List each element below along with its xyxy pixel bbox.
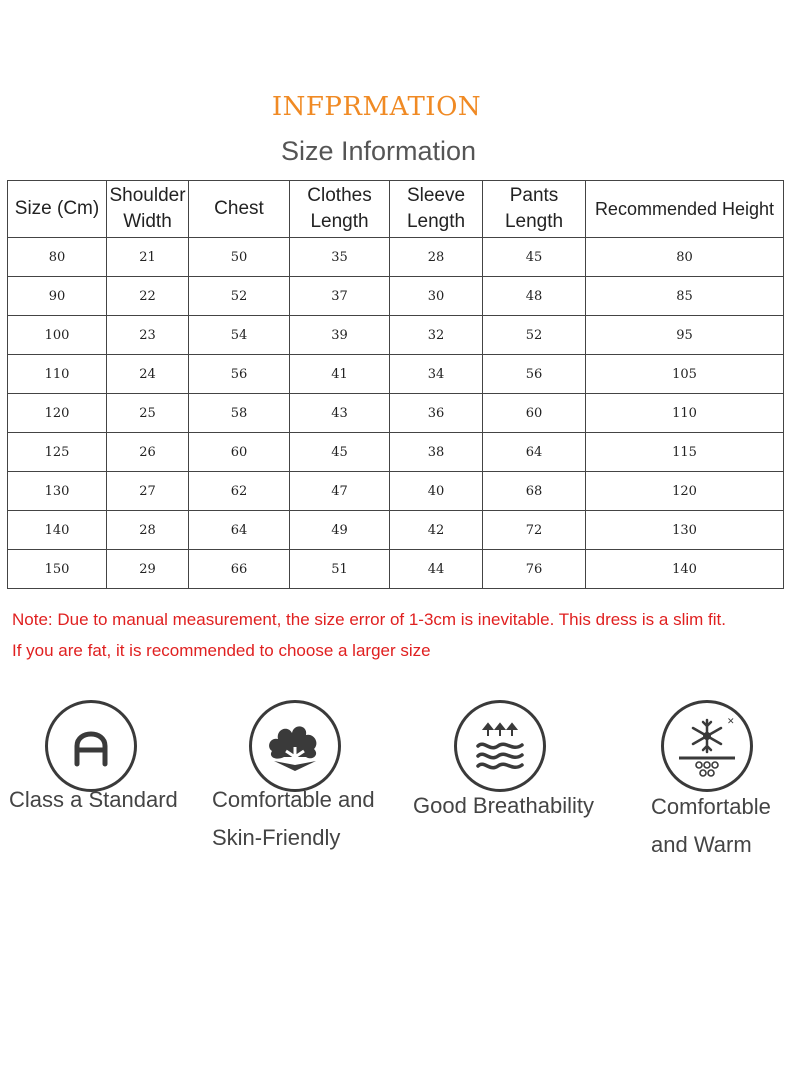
column-header-size: Size (Cm) bbox=[8, 181, 107, 238]
cell-chest: 60 bbox=[189, 433, 290, 472]
cell-chest: 58 bbox=[189, 394, 290, 433]
cell-sleeve-length: 38 bbox=[390, 433, 483, 472]
cell-sleeve-length: 32 bbox=[390, 316, 483, 355]
cell-sleeve-length: 40 bbox=[390, 472, 483, 511]
cell-shoulder-width: 28 bbox=[107, 511, 189, 550]
cell-pants-length: 72 bbox=[483, 511, 586, 550]
feature-label-warm: Comfortable and Warm bbox=[651, 794, 771, 857]
cell-clothes-length: 37 bbox=[290, 277, 390, 316]
cell-size: 150 bbox=[8, 550, 107, 589]
cell-sleeve-length: 28 bbox=[390, 238, 483, 277]
table-row bbox=[8, 550, 784, 589]
column-header-recommended-height: Recommended Height bbox=[586, 181, 784, 238]
cell-recommended-height: 120 bbox=[586, 472, 784, 511]
cell-chest: 56 bbox=[189, 355, 290, 394]
table-row bbox=[8, 316, 784, 355]
size-table bbox=[7, 180, 784, 589]
cell-size: 120 bbox=[8, 394, 107, 433]
cell-pants-length: 48 bbox=[483, 277, 586, 316]
column-header-clothes-length: Clothes Length bbox=[290, 181, 390, 238]
cell-recommended-height: 105 bbox=[586, 355, 784, 394]
cell-size: 80 bbox=[8, 238, 107, 277]
class-a-icon bbox=[45, 700, 137, 792]
cell-size: 100 bbox=[8, 316, 107, 355]
column-header-pants-length: Pants Length bbox=[483, 181, 586, 238]
column-header-sleeve-length: Sleeve Length bbox=[390, 181, 483, 238]
brand-title: INFPRMATION bbox=[271, 92, 482, 122]
cell-shoulder-width: 25 bbox=[107, 394, 189, 433]
cell-recommended-height: 140 bbox=[586, 550, 784, 589]
table-row bbox=[8, 433, 784, 472]
cell-size: 140 bbox=[8, 511, 107, 550]
cell-shoulder-width: 23 bbox=[107, 316, 189, 355]
size-note bbox=[12, 604, 782, 666]
cell-shoulder-width: 29 bbox=[107, 550, 189, 589]
cell-sleeve-length: 36 bbox=[390, 394, 483, 433]
cell-clothes-length: 35 bbox=[290, 238, 390, 277]
note-line-1: Note: Due to manual measurement, the size error of 1-3cm is inevitable. This dress is a slim fit. bbox=[12, 610, 726, 629]
cell-recommended-height: 85 bbox=[586, 277, 784, 316]
cell-pants-length: 76 bbox=[483, 550, 586, 589]
column-header-chest: Chest bbox=[189, 181, 290, 238]
table-row bbox=[8, 394, 784, 433]
feature-label-breathability: Good Breathability bbox=[413, 793, 594, 818]
cell-clothes-length: 43 bbox=[290, 394, 390, 433]
table-row bbox=[8, 511, 784, 550]
cell-pants-length: 52 bbox=[483, 316, 586, 355]
cell-shoulder-width: 24 bbox=[107, 355, 189, 394]
cell-chest: 62 bbox=[189, 472, 290, 511]
table-row bbox=[8, 277, 784, 316]
feature-label-cotton: Comfortable and Skin-Friendly bbox=[212, 787, 375, 850]
cell-recommended-height: 130 bbox=[586, 511, 784, 550]
svg-text:✕: ✕ bbox=[727, 717, 735, 727]
cell-pants-length: 45 bbox=[483, 238, 586, 277]
table-row bbox=[8, 472, 784, 511]
cell-chest: 50 bbox=[189, 238, 290, 277]
note-line-2: If you are fat, it is recommended to choose a larger size bbox=[12, 641, 431, 660]
cell-chest: 54 bbox=[189, 316, 290, 355]
cell-clothes-length: 41 bbox=[290, 355, 390, 394]
page-title: Size Information bbox=[280, 136, 477, 166]
table-body bbox=[8, 238, 784, 589]
cell-shoulder-width: 27 bbox=[107, 472, 189, 511]
cell-sleeve-length: 34 bbox=[390, 355, 483, 394]
cotton-icon bbox=[249, 700, 341, 792]
cell-clothes-length: 51 bbox=[290, 550, 390, 589]
cell-size: 130 bbox=[8, 472, 107, 511]
cell-sleeve-length: 30 bbox=[390, 277, 483, 316]
cell-chest: 52 bbox=[189, 277, 290, 316]
warm-snowflake-icon bbox=[661, 700, 753, 792]
cell-pants-length: 56 bbox=[483, 355, 586, 394]
cell-chest: 64 bbox=[189, 511, 290, 550]
cell-chest: 66 bbox=[189, 550, 290, 589]
cell-clothes-length: 45 bbox=[290, 433, 390, 472]
cell-clothes-length: 39 bbox=[290, 316, 390, 355]
table-header-row bbox=[8, 181, 784, 238]
feature-label-class-a: Class a Standard bbox=[9, 787, 178, 812]
cell-shoulder-width: 21 bbox=[107, 238, 189, 277]
cell-clothes-length: 49 bbox=[290, 511, 390, 550]
cell-recommended-height: 110 bbox=[586, 394, 784, 433]
cell-shoulder-width: 26 bbox=[107, 433, 189, 472]
cell-sleeve-length: 42 bbox=[390, 511, 483, 550]
cell-shoulder-width: 22 bbox=[107, 277, 189, 316]
cell-size: 125 bbox=[8, 433, 107, 472]
column-header-shoulder-width: Shoulder Width bbox=[107, 181, 189, 238]
cell-sleeve-length: 44 bbox=[390, 550, 483, 589]
cell-clothes-length: 47 bbox=[290, 472, 390, 511]
cell-recommended-height: 95 bbox=[586, 316, 784, 355]
table-row bbox=[8, 355, 784, 394]
breathability-icon bbox=[454, 700, 546, 792]
cell-pants-length: 68 bbox=[483, 472, 586, 511]
cell-size: 110 bbox=[8, 355, 107, 394]
cell-pants-length: 60 bbox=[483, 394, 586, 433]
cell-recommended-height: 80 bbox=[586, 238, 784, 277]
table-row bbox=[8, 238, 784, 277]
cell-pants-length: 64 bbox=[483, 433, 586, 472]
cell-recommended-height: 115 bbox=[586, 433, 784, 472]
cell-size: 90 bbox=[8, 277, 107, 316]
